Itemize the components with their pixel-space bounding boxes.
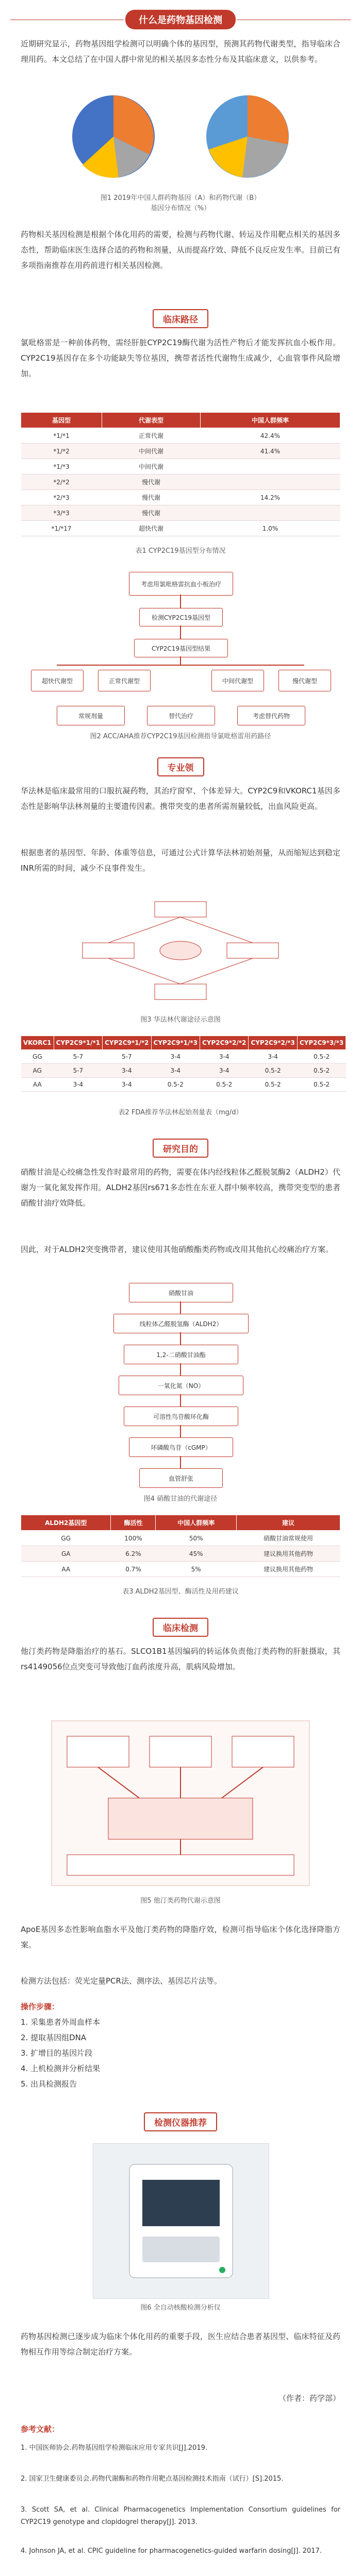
flow-result: 常规剂量 xyxy=(57,706,125,725)
step-item: 5. 出具检测报告 xyxy=(21,2079,77,2089)
section-title: 专业领 xyxy=(157,757,204,776)
table-row: *2/*3 慢代谢 14.2% xyxy=(21,490,340,505)
table-row: *2/*2 慢代谢 xyxy=(21,474,340,490)
table-row: AA 3-4 3-4 0.5-2 0.5-2 0.5-2 0.5-2 xyxy=(21,1078,346,1092)
figure-caption: 图3 华法林代谢途径示意图 xyxy=(140,1016,221,1024)
table-row: *1/*1 正常代谢 42.4% xyxy=(21,428,340,444)
paragraph: 检测方法包括：荧光定量PCR法、测序法、基因芯片法等。 xyxy=(21,1976,222,1986)
paragraph: 药物相关基因检测是根据个体化用药的需要，检测与药物代谢、转运及作用靶点相关的基因多态性，帮助临床医生选择合适的药物和剂量，从而提高疗效、降低不良反应发生率。目前已有多项指南推荐在用药前进行相关基因检测。 xyxy=(21,230,340,270)
warfarin-dose-table: VKORC1 CYP2C9*1/*1 CYP2C9*1/*2 CYP2C9*1/*3 CYP2C9*2/*2 CYP2C9*2/*3 CYP2C9*3/*3 GG 5-7 5-7 3-4 3-4 3-4 0.5-2 AG 5-7 3-4 3-4 3-4 0.5-2 0.5-2 AA 3-4 3-4 0.5-2 0.5-2 0.5-2 0.5-2 xyxy=(21,1036,346,1092)
steps-title: 操作步骤： xyxy=(21,2002,60,2011)
table-row: GA 6.2% 45% 建议换用其他药物 xyxy=(21,1546,340,1562)
table-row: AA 0.7% 5% 建议换用其他药物 xyxy=(21,1562,340,1577)
figure-caption: 图6 全自动核酸检测分析仪 xyxy=(140,2304,221,2312)
flow-step: CYP2C19基因型结果 xyxy=(134,639,228,657)
section-title: 检测仪器推荐 xyxy=(144,2112,217,2131)
reference-item: 3. Scott SA, et al. Clinical Pharmacogenetics Implementation Consortium guidelines for CYP2C19 genotype and clopidogrel therapy[J]. 2013. xyxy=(21,2506,340,2526)
table-row: *1/*3 中间代谢 xyxy=(21,459,340,474)
step-item: 1. 采集患者外周血样本 xyxy=(21,2018,101,2027)
intro-paragraph: 近期研究显示，药物基因组学检测可以明确个体的基因型，预测其药物代谢类型，指导临床合理用药。本文总结了在中国人群中常见的相关基因多态性分布及其临床意义，以供参考。 xyxy=(21,39,340,64)
figure-caption: 图5 他汀类药物代谢示意图 xyxy=(140,1897,221,1905)
paragraph: 华法林是临床最常用的口服抗凝药物，其治疗窗窄、个体差异大。CYP2C9和VKORC1基因多态性是影响华法林剂量的主要遗传因素。携带突变的患者所需剂量较低，出血风险更高。 xyxy=(21,786,340,811)
table-caption: 表2 FDA推荐华法林起始剂量表（mg/d） xyxy=(118,1109,243,1116)
section-header-6 xyxy=(0,2112,361,2131)
table-header: 基因型 xyxy=(21,413,102,428)
reference-item: 2. 国家卫生健康委员会.药物代谢酶和药物作用靶点基因检测技术指南（试行）[S].2015. xyxy=(21,2475,284,2483)
flow-branch: 超快代谢型 xyxy=(31,670,84,691)
flow-branch: 慢代谢型 xyxy=(278,670,331,691)
aldh2-table: ALDH2基因型 酶活性 中国人群频率 建议 GG 100% 50% 硝酸甘油常规使用 GA 6.2% 45% 建议换用其他药物 AA 0.7% 5% 建议换用其他药物 xyxy=(21,1515,340,1577)
table-row: *1/*2 中间代谢 41.4% xyxy=(21,444,340,459)
flow-step: 环磷酸鸟苷（cGMP） xyxy=(129,1437,233,1457)
flow-step: 一氧化氮（NO） xyxy=(119,1376,243,1395)
step-item: 2. 提取基因组DNA xyxy=(21,2033,87,2042)
section-header-5 xyxy=(0,1618,361,1636)
table-row: *3/*3 慢代谢 xyxy=(21,505,340,521)
flow-step: 硝酸甘油 xyxy=(129,1283,233,1302)
flow-branch: 中间代谢型 xyxy=(211,670,264,691)
step-item: 3. 扩增目的基因片段 xyxy=(21,2048,93,2058)
section-header-2 xyxy=(0,309,361,328)
flow-step: 可溶性鸟苷酸环化酶 xyxy=(124,1406,238,1426)
table-caption: 表1 CYP2C19基因型分布情况 xyxy=(135,547,226,555)
table-caption: 表3 ALDH2基因型、酶活性及用药建议 xyxy=(122,1588,239,1596)
section-title: 临床路径 xyxy=(153,309,208,328)
paragraph: 因此，对于ALDH2突变携带者，建议使用其他硝酸酯类药物或改用其他抗心绞痛治疗方案。 xyxy=(21,1245,333,1254)
figure-caption: 图4 硝酸甘油的代谢途径 xyxy=(143,1495,218,1503)
table-row: GG 100% 50% 硝酸甘油常规使用 xyxy=(21,1531,340,1546)
table-row: GG 5-7 5-7 3-4 3-4 3-4 0.5-2 xyxy=(21,1050,346,1064)
flow-step: 考虑用氯吡格雷抗血小板治疗 xyxy=(129,572,233,596)
section-title: 什么是药物基因检测 xyxy=(125,10,236,29)
pie-chart-a xyxy=(62,88,165,185)
step-item: 4. 上机检测并分析结果 xyxy=(21,2064,101,2073)
author: （作者：药学部） xyxy=(278,2394,340,2403)
statin-pathway-diagram xyxy=(46,1716,315,1891)
figure-caption: 图1 2019年中国人群药物基因（A）和药物代谢（B） xyxy=(100,194,261,202)
flow-step: 检测CYP2C19基因型 xyxy=(139,608,223,626)
section-header-3 xyxy=(0,757,361,776)
table-row: *1/*17 超快代谢 1.0% xyxy=(21,521,340,536)
paragraph: 根据患者的基因型、年龄、体重等信息，可通过公式计算华法林初始剂量，从而缩短达到稳定INR所需的时间，减少不良事件发生。 xyxy=(21,848,340,873)
reference-item: 1. 中国医师协会.药物基因组学检测临床应用专家共识[J].2019. xyxy=(21,2444,207,2452)
figure-caption: 图2 ACC/AHA推荐CYP2C19基因检测指导氯吡格雷用药路径 xyxy=(90,733,271,740)
flow-result: 替代治疗 xyxy=(147,706,215,725)
paragraph: ApoE基因多态性影响血脂水平及他汀类药物的降脂疗效，检测可指导临床个体化选择降脂方案。 xyxy=(21,1925,340,1950)
references-title: 参考文献： xyxy=(21,2425,60,2434)
section-title: 研究目的 xyxy=(153,1139,208,1158)
figure-caption: 基因分布情况（%） xyxy=(150,205,211,212)
paragraph: 药物基因检测已逐步成为临床个体化用药的重要手段，医生应结合患者基因型、临床特征及药物相互作用等综合制定治疗方案。 xyxy=(21,2332,340,2357)
warfarin-pathway-diagram xyxy=(62,896,299,1010)
instrument-image xyxy=(93,2143,269,2299)
flow-branch: 正常代谢型 xyxy=(98,670,151,691)
table-header: 中国人群频率 xyxy=(200,413,340,428)
flow-step: 1,2-二硝酸甘油酯 xyxy=(124,1345,238,1364)
section-title: 临床检测 xyxy=(153,1618,208,1637)
reference-item: 4. Johnson JA, et al. CPIC guideline for pharmacogenetics-guided warfarin dosing[J]. 2017. xyxy=(21,2547,322,2555)
genotype-table xyxy=(21,412,340,536)
pie-chart-b xyxy=(196,88,299,185)
paragraph: 硝酸甘油是心绞痛急性发作时最常用的药物，需要在体内经线粒体乙醛脱氢酶2（ALDH2）代谢为一氧化氮发挥作用。ALDH2基因rs671多态性在东亚人群中频率较高，携带突变型的患者硝酸甘油疗效降低。 xyxy=(21,1167,340,1208)
flow-result: 考虑替代药物 xyxy=(237,706,305,725)
section-header-1 xyxy=(0,9,361,30)
flow-step: 血管舒张 xyxy=(139,1468,223,1488)
table-row: AG 5-7 3-4 3-4 3-4 0.5-2 0.5-2 xyxy=(21,1064,346,1078)
table-header: 代谢表型 xyxy=(102,413,201,428)
paragraph: 他汀类药物是降脂治疗的基石。SLCO1B1基因编码的转运体负责他汀类药物的肝脏摄取，其rs4149056位点突变可导致他汀血药浓度升高，肌病风险增加。 xyxy=(21,1647,340,1671)
flow-step: 线粒体乙醛脱氢酶（ALDH2） xyxy=(113,1314,249,1333)
paragraph: 氯吡格雷是一种前体药物，需经肝脏CYP2C19酶代谢为活性产物后才能发挥抗血小板作用。CYP2C19基因存在多个功能缺失等位基因，携带者活性代谢物生成减少，心血管事件风险增加。 xyxy=(21,338,340,378)
section-header-4 xyxy=(0,1139,361,1157)
